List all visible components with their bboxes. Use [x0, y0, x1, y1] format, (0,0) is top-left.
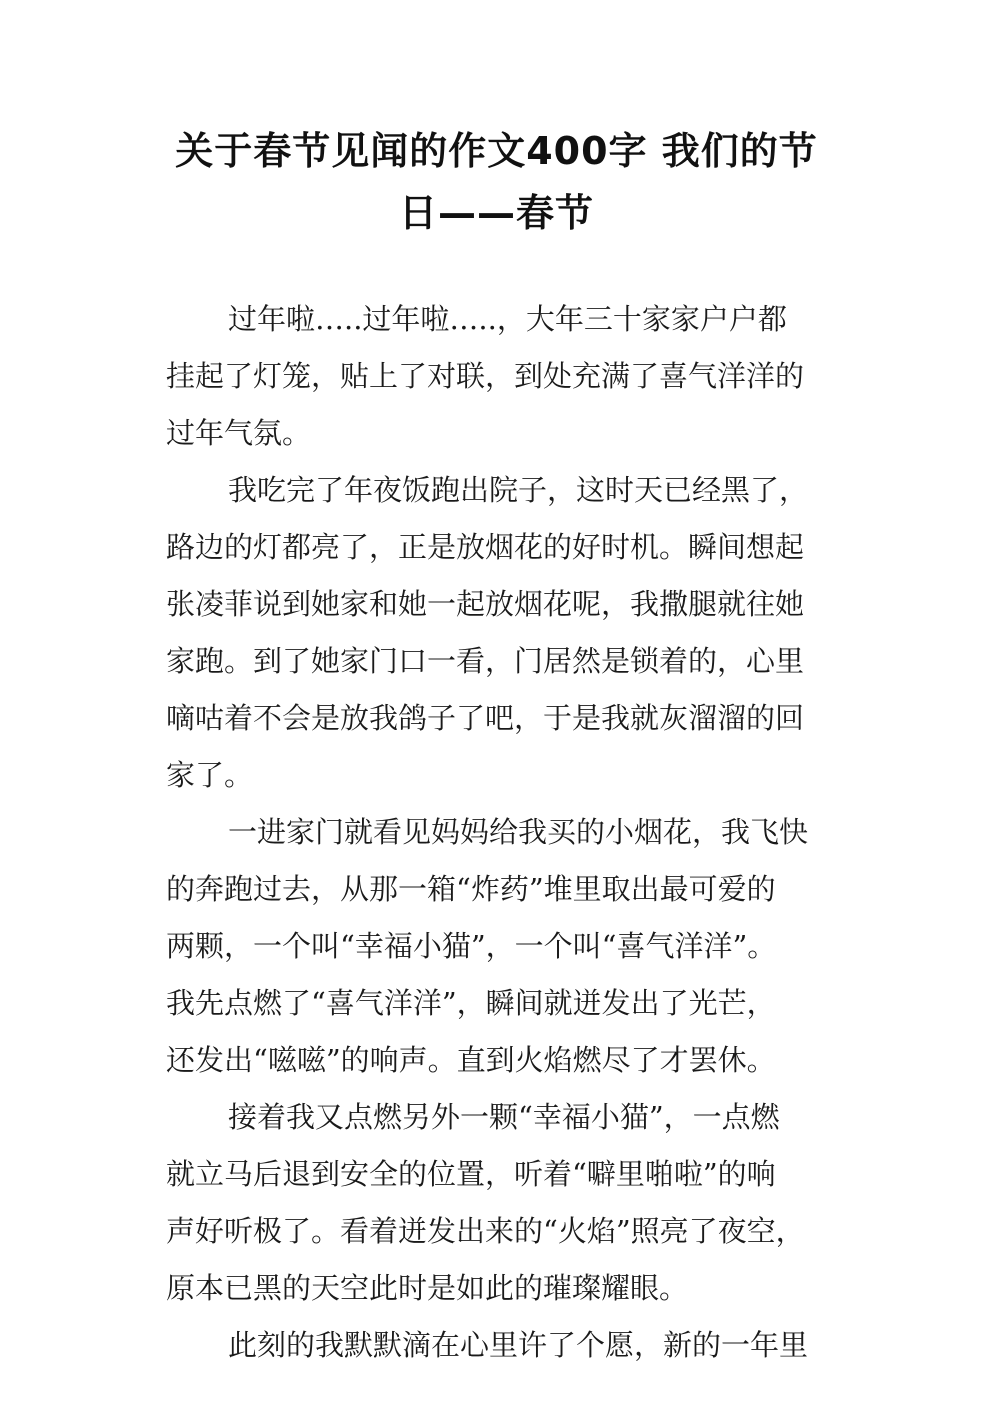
paragraph-4 — [166, 1089, 838, 1317]
text-line: 接着我又点燃另外一颗“幸福小猫”，一点燃 — [228, 1100, 780, 1134]
text-line: 家跑。到了她家门口一看，门居然是锁着的，心里 — [166, 644, 805, 678]
text-line: 嘀咕着不会是放我鸽子了吧，于是我就灰溜溜的回 — [166, 701, 805, 735]
text-line: 我先点燃了“喜气洋洋”，瞬间就迸发出了光芒， — [166, 986, 776, 1020]
text-line: 两颗，一个叫“幸福小猫”，一个叫“喜气洋洋”。 — [166, 929, 777, 963]
text-line: 就立马后退到安全的位置，听着“噼里啪啦”的响 — [166, 1157, 776, 1191]
title-line-2: 日——春节 — [398, 191, 594, 235]
text-line: 此刻的我默默滴在心里许了个愿，新的一年里 — [228, 1328, 809, 1362]
paragraph-3 — [166, 804, 838, 1089]
text-line: 一进家门就看见妈妈给我买的小烟花，我飞快 — [228, 815, 809, 849]
text-line: 张凌菲说到她家和她一起放烟花呢，我撒腿就往她 — [166, 587, 805, 621]
document-body — [166, 291, 838, 1374]
text-line: 挂起了灯笼，贴上了对联，到处充满了喜气洋洋的 — [166, 359, 805, 393]
paragraph-5 — [166, 1317, 838, 1374]
text-line: 路边的灯都亮了，正是放烟花的好时机。瞬间想起 — [166, 530, 805, 564]
text-line: 过年气氛。 — [166, 416, 312, 450]
paragraph-2 — [166, 462, 838, 804]
text-line: 还发出“嗞嗞”的响声。直到火焰燃尽了才罢休。 — [166, 1043, 776, 1077]
title-line-1: 关于春节见闻的作文400字 我们的节 — [175, 129, 818, 173]
document-title — [140, 120, 853, 244]
text-line: 声好听极了。看着迸发出来的“火焰”照亮了夜空， — [166, 1214, 805, 1248]
text-line: 原本已黑的天空此时是如此的璀璨耀眼。 — [166, 1271, 689, 1305]
text-line: 家了。 — [166, 758, 254, 792]
text-line: 我吃完了年夜饭跑出院子，这时天已经黑了， — [228, 473, 809, 507]
text-line: 的奔跑过去，从那一箱“炸药”堆里取出最可爱的 — [166, 872, 776, 906]
text-line: 过年啦…..过年啦…..，大年三十家家户户都 — [228, 302, 787, 336]
paragraph-1 — [166, 291, 838, 462]
